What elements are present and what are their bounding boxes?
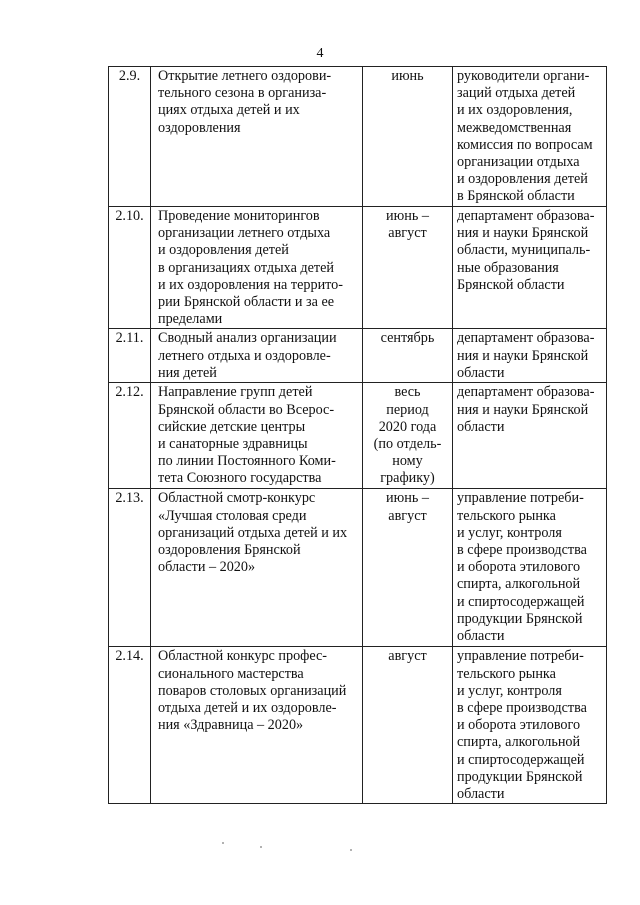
row-number: 2.14.	[109, 647, 151, 804]
event-description: Открытие летнего оздорови- тельного сезона в организа- циях отдыха детей и их оздоровления	[151, 67, 363, 207]
table-row	[109, 329, 607, 383]
responsible-party: руководители органи- заций отдыха детей и их оздоровления, межведомственная комиссия по вопросам организации отдыха и оздоровления детей в Брянской области	[453, 67, 607, 207]
event-term: сентябрь	[363, 329, 453, 383]
responsible-party: управление потреби- тельского рынка и услуг, контроля в сфере производства и оборота этилового спирта, алкогольной и спиртосодержащей продукции Брянской области	[453, 489, 607, 647]
row-number: 2.13.	[109, 489, 151, 647]
event-term: весь период 2020 года (по отдель- ному графику)	[363, 383, 453, 489]
table-row	[109, 489, 607, 647]
event-term: август	[363, 647, 453, 804]
row-number: 2.12.	[109, 383, 151, 489]
event-description: Проведение мониторингов организации летнего отдыха и оздоровления детей в организациях отдыха детей и их оздоровления на террито- рии Брянской области и за ее пределами	[151, 207, 363, 329]
table-row	[109, 383, 607, 489]
event-term: июнь	[363, 67, 453, 207]
event-description: Сводный анализ организации летнего отдыха и оздоровле- ния детей	[151, 329, 363, 383]
plan-table	[108, 66, 607, 804]
responsible-party: департамент образова- ния и науки Брянской области	[453, 329, 607, 383]
event-description: Областной конкурс профес- сионального мастерства поваров столовых организаций отдыха детей и их оздоровле- ния «Здравница – 2020»	[151, 647, 363, 804]
event-term: июнь – август	[363, 489, 453, 647]
event-term: июнь – август	[363, 207, 453, 329]
row-number: 2.10.	[109, 207, 151, 329]
scan-speck	[222, 842, 224, 844]
responsible-party: департамент образова- ния и науки Брянской области	[453, 383, 607, 489]
event-description: Областной смотр-конкурс «Лучшая столовая среди организаций отдыха детей и их оздоровления Брянской области – 2020»	[151, 489, 363, 647]
scan-speck	[350, 849, 352, 851]
row-number: 2.11.	[109, 329, 151, 383]
table-row	[109, 647, 607, 804]
row-number: 2.9.	[109, 67, 151, 207]
event-description: Направление групп детей Брянской области во Всерос- сийские детские центры и санаторные здравницы по линии Постоянного Коми- тета Союзного государства	[151, 383, 363, 489]
scan-speck	[260, 846, 262, 848]
page-number: 4	[316, 46, 324, 61]
table-row	[109, 67, 607, 207]
responsible-party: департамент образова- ния и науки Брянской области, муниципаль- ные образования Брянской области	[453, 207, 607, 329]
table-row	[109, 207, 607, 329]
responsible-party: управление потреби- тельского рынка и услуг, контроля в сфере производства и оборота этилового спирта, алкогольной и спиртосодержащей продукции Брянской области	[453, 647, 607, 804]
